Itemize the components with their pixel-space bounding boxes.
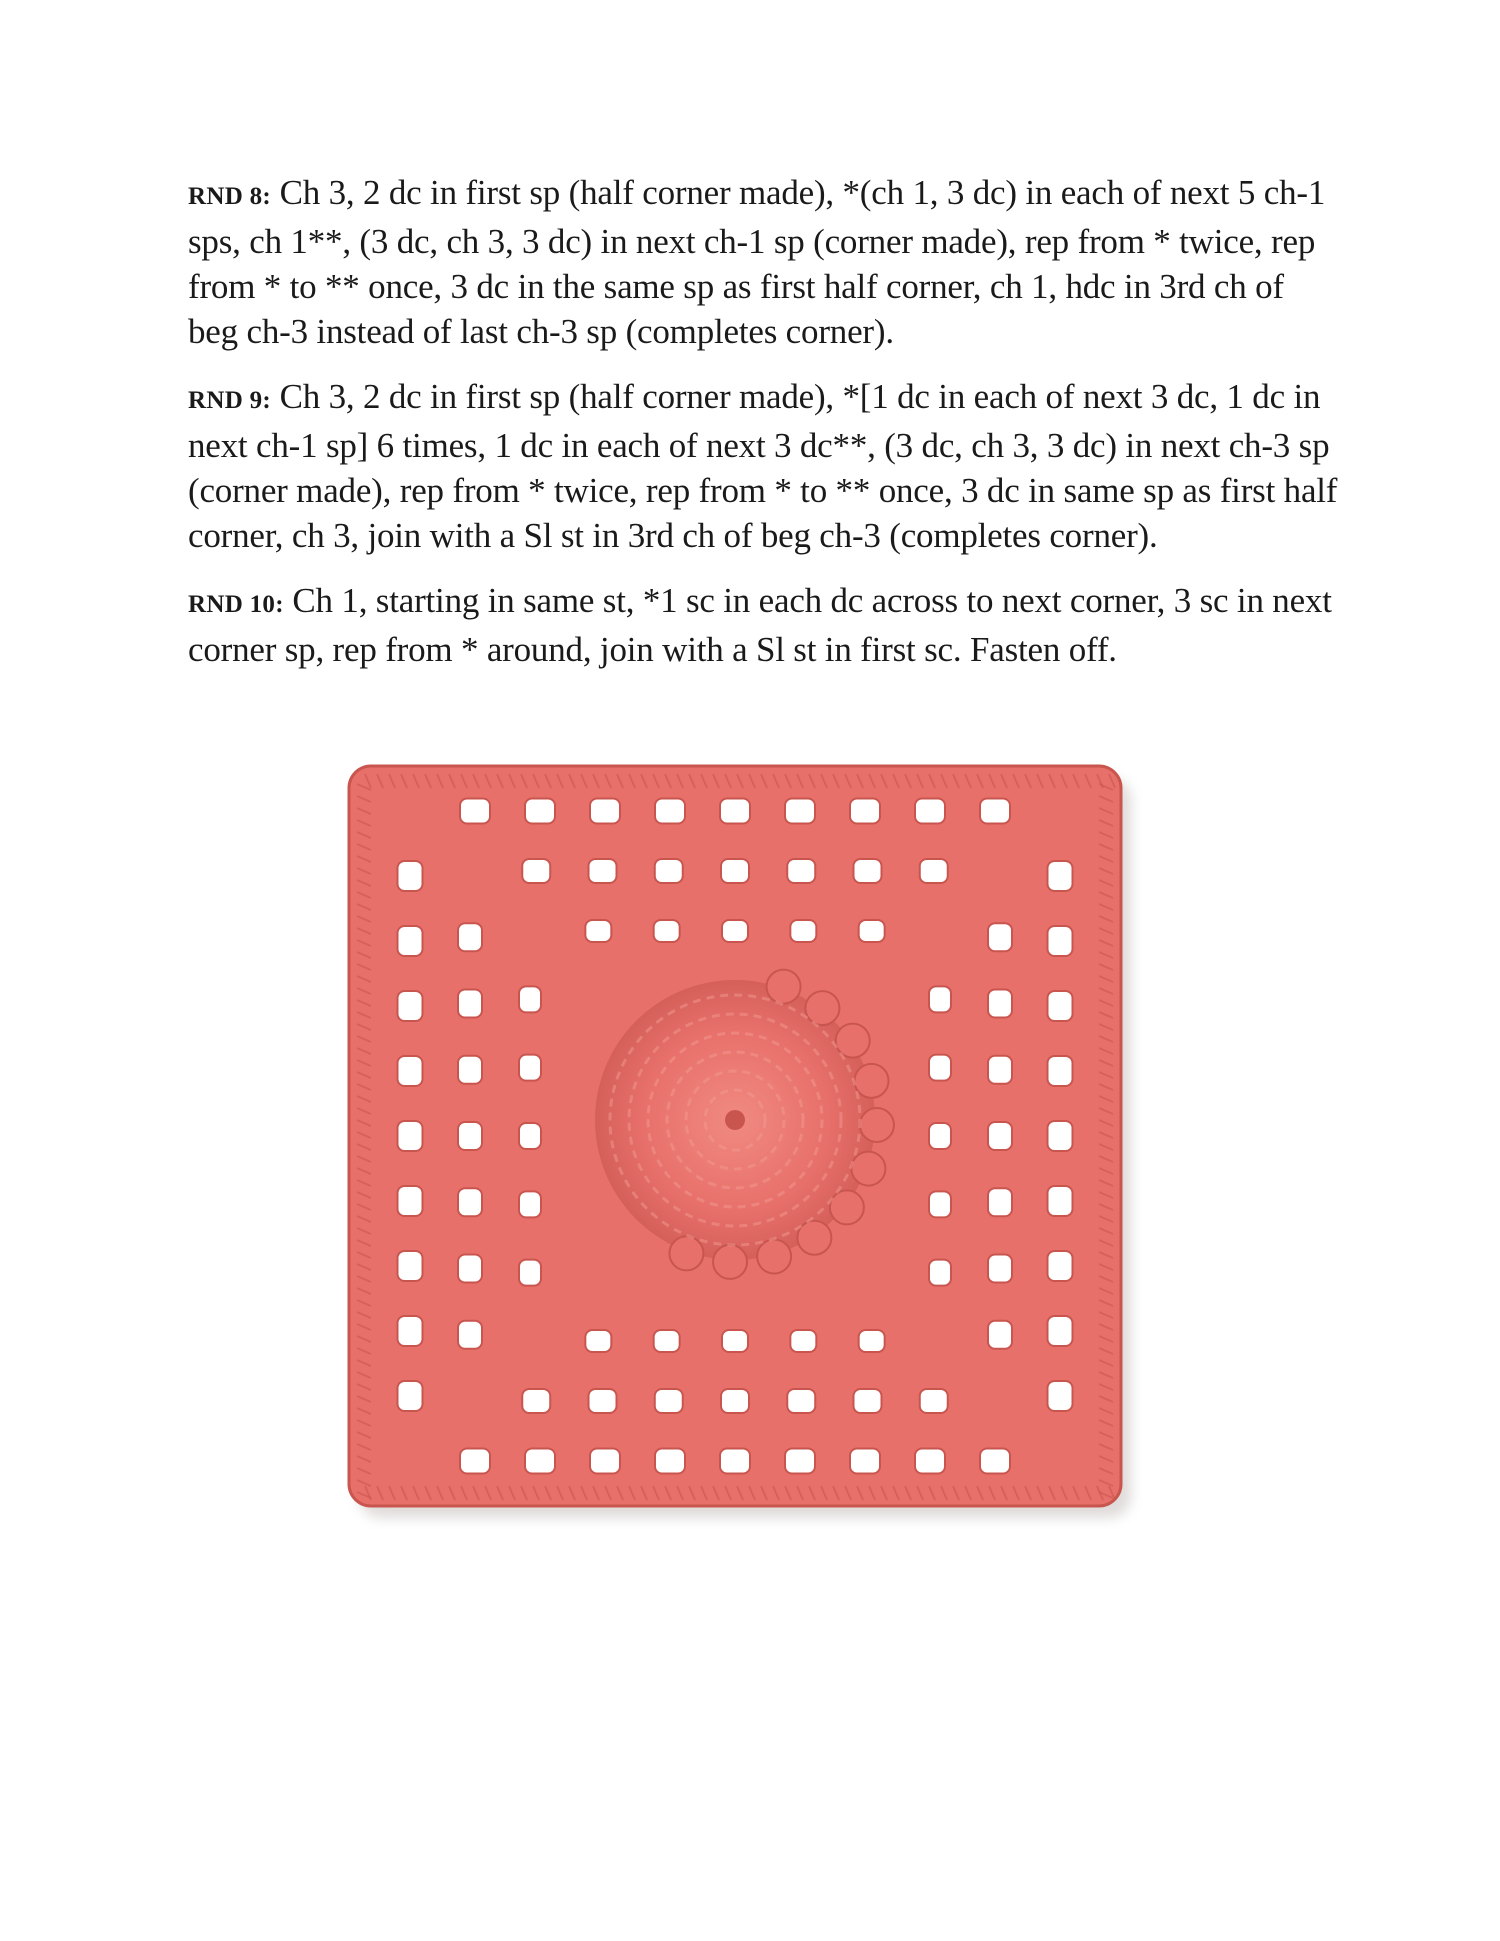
instructions	[188, 170, 1338, 692]
mesh-hole	[398, 861, 423, 891]
mesh-hole	[519, 1260, 541, 1286]
mesh-hole	[722, 920, 748, 942]
mesh-hole	[920, 859, 948, 883]
flower-petal	[805, 991, 839, 1025]
mesh-hole	[785, 799, 815, 824]
round-9	[188, 374, 1338, 558]
mesh-hole	[980, 799, 1010, 824]
mesh-hole	[525, 1449, 555, 1474]
flower-petal	[860, 1108, 894, 1142]
round-10	[188, 578, 1338, 672]
mesh-hole	[519, 1123, 541, 1149]
mesh-hole	[859, 920, 885, 942]
crochet-square-image	[345, 760, 1145, 1530]
mesh-hole	[519, 1055, 541, 1081]
mesh-hole	[590, 799, 620, 824]
mesh-hole	[460, 799, 490, 824]
mesh-hole	[522, 1389, 550, 1413]
mesh-hole	[458, 1321, 482, 1349]
mesh-hole	[398, 991, 423, 1021]
mesh-hole	[458, 1188, 482, 1216]
mesh-hole	[398, 1251, 423, 1281]
mesh-hole	[458, 1056, 482, 1084]
mesh-hole	[655, 1449, 685, 1474]
round-9-text: Ch 3, 2 dc in first sp (half corner made), *[1 dc in each of next 3 dc, 1 dc in next ch-1 sp] 6 times, 1 dc in each of next 3 dc**, (3 dc, ch 3, 3 dc) in next ch-3 sp (corner made), rep from * twice, rep from * to ** once, 3 dc in same sp as first half corner, ch 3, join with a Sl st in 3rd ch of beg ch-3 (completes corner).	[188, 377, 1338, 555]
mesh-hole	[785, 1449, 815, 1474]
mesh-hole	[929, 1260, 951, 1286]
mesh-hole	[859, 1330, 885, 1352]
mesh-hole	[1048, 1186, 1073, 1216]
mesh-hole	[1048, 1381, 1073, 1411]
mesh-hole	[929, 1191, 951, 1217]
mesh-hole	[589, 859, 617, 883]
mesh-hole	[654, 920, 680, 942]
flower-petal	[854, 1064, 888, 1098]
mesh-hole	[590, 1449, 620, 1474]
mesh-hole	[458, 1255, 482, 1283]
mesh-hole	[655, 859, 683, 883]
mesh-hole	[720, 799, 750, 824]
mesh-hole	[915, 1449, 945, 1474]
mesh-hole	[585, 920, 611, 942]
round-10-text: Ch 1, starting in same st, *1 sc in each dc across to next corner, 3 sc in next corner sp, rep from * around, join with a Sl st in first sc. Fasten off.	[188, 581, 1332, 669]
mesh-hole	[525, 799, 555, 824]
mesh-hole	[988, 1056, 1012, 1084]
mesh-hole	[398, 1056, 423, 1086]
round-9-label: RND 9:	[188, 387, 272, 414]
mesh-hole	[787, 1389, 815, 1413]
mesh-hole	[1048, 1316, 1073, 1346]
mesh-hole	[988, 990, 1012, 1018]
mesh-hole	[655, 799, 685, 824]
flower-petal	[830, 1190, 864, 1224]
mesh-hole	[460, 1449, 490, 1474]
mesh-hole	[398, 926, 423, 956]
mesh-hole	[854, 859, 882, 883]
mesh-hole	[585, 1330, 611, 1352]
mesh-hole	[980, 1449, 1010, 1474]
mesh-hole	[787, 859, 815, 883]
flower-petal	[669, 1236, 703, 1270]
round-8-label: RND 8:	[188, 183, 272, 210]
mesh-hole	[519, 1191, 541, 1217]
mesh-hole	[721, 1389, 749, 1413]
mesh-hole	[988, 1188, 1012, 1216]
mesh-hole	[988, 1122, 1012, 1150]
flower-petal	[757, 1239, 791, 1273]
flower-petal	[713, 1245, 747, 1279]
mesh-hole	[1048, 861, 1073, 891]
mesh-hole	[458, 923, 482, 951]
mesh-hole	[988, 1255, 1012, 1283]
mesh-hole	[519, 986, 541, 1012]
mesh-hole	[589, 1389, 617, 1413]
mesh-hole	[790, 920, 816, 942]
mesh-hole	[915, 799, 945, 824]
mesh-hole	[721, 859, 749, 883]
mesh-hole	[720, 1449, 750, 1474]
mesh-hole	[790, 1330, 816, 1352]
mesh-hole	[398, 1381, 423, 1411]
mesh-hole	[398, 1186, 423, 1216]
mesh-hole	[929, 986, 951, 1012]
mesh-hole	[654, 1330, 680, 1352]
mesh-hole	[458, 1122, 482, 1150]
mesh-hole	[929, 1123, 951, 1149]
mesh-hole	[988, 923, 1012, 951]
mesh-hole	[1048, 926, 1073, 956]
crochet-square-photo	[345, 760, 1145, 1530]
flower-petal	[767, 970, 801, 1004]
flower-center	[725, 1110, 745, 1130]
mesh-hole	[929, 1055, 951, 1081]
mesh-hole	[522, 859, 550, 883]
mesh-hole	[722, 1330, 748, 1352]
mesh-hole	[1048, 1121, 1073, 1151]
mesh-hole	[854, 1389, 882, 1413]
mesh-hole	[1048, 1251, 1073, 1281]
mesh-hole	[398, 1121, 423, 1151]
round-8-text: Ch 3, 2 dc in first sp (half corner made), *(ch 1, 3 dc) in each of next 5 ch-1 sps, ch 1**, (3 dc, ch 3, 3 dc) in next ch-1 sp (corner made), rep from * twice, rep from * to ** once, 3 dc in the same sp as first half corner, ch 1, hdc in 3rd ch of beg ch-3 instead of last ch-3 sp (completes corner).	[188, 173, 1326, 351]
mesh-hole	[850, 799, 880, 824]
mesh-hole	[850, 1449, 880, 1474]
mesh-hole	[920, 1389, 948, 1413]
round-10-label: RND 10:	[188, 591, 284, 618]
mesh-hole	[1048, 991, 1073, 1021]
mesh-hole	[398, 1316, 423, 1346]
mesh-hole	[655, 1389, 683, 1413]
round-8	[188, 170, 1338, 354]
mesh-hole	[988, 1321, 1012, 1349]
flower-petal	[797, 1221, 831, 1255]
flower-petal	[851, 1152, 885, 1186]
mesh-hole	[1048, 1056, 1073, 1086]
mesh-hole	[458, 990, 482, 1018]
